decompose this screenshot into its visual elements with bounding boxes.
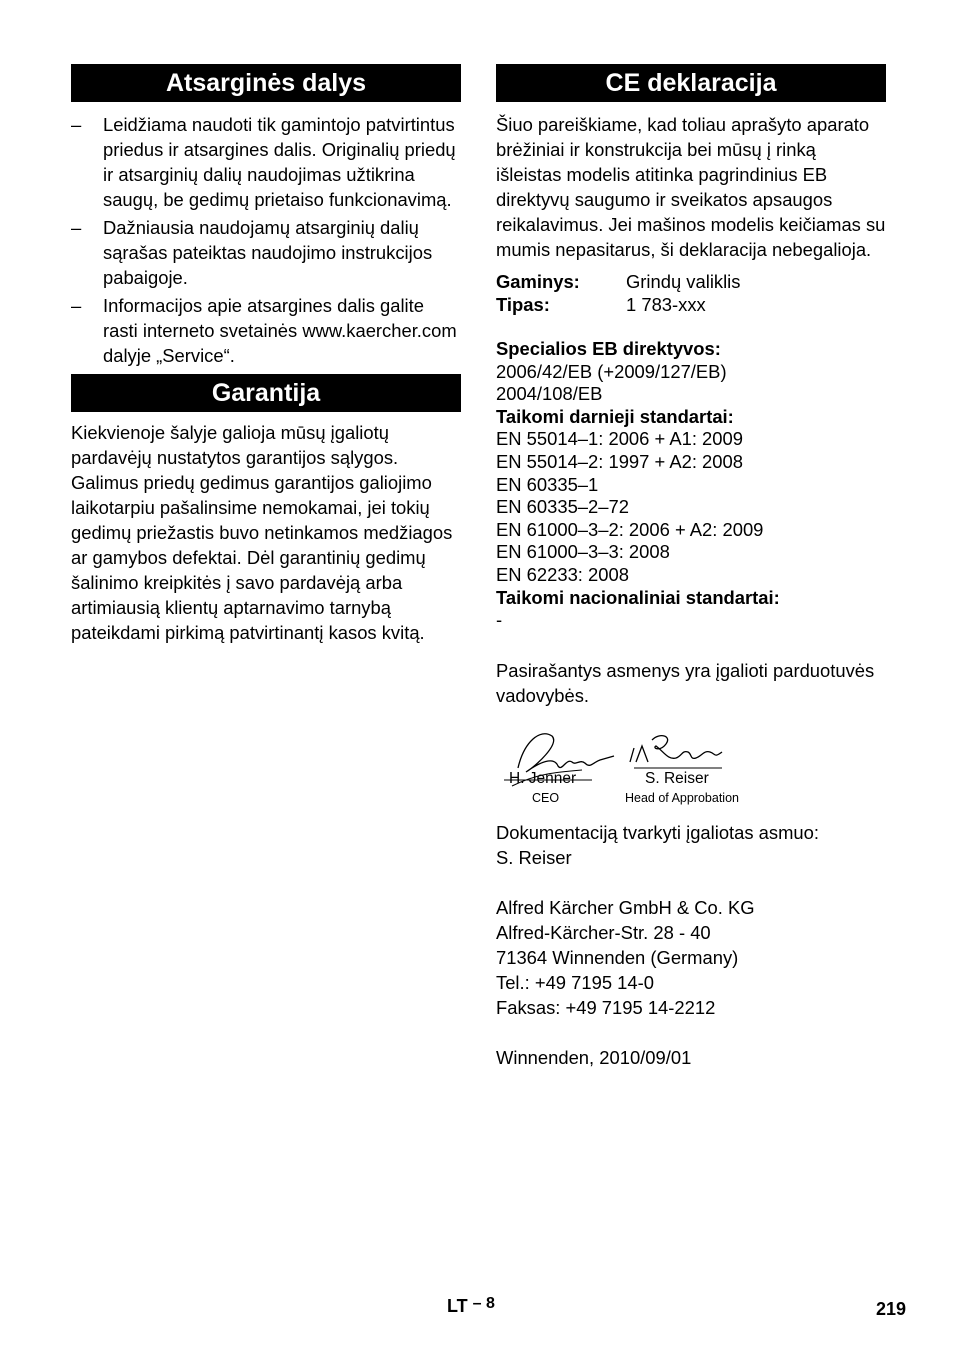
signatures	[496, 722, 886, 812]
product-info	[496, 270, 886, 316]
harmonized-label: Taikomi darnieji standartai:	[496, 405, 734, 427]
list-item: – Leidžiama naudoti tik gamintojo patvirtintus priedus ir atsargines dalis. Originalių priedų ir atsarginių dalių naudojimas užtikrina saugų, be gedimų prietaiso funkcionavimą.	[71, 114, 456, 210]
documentation-person: S. Reiser	[496, 846, 572, 868]
standards-block	[496, 338, 886, 632]
documentation-block	[496, 820, 886, 870]
place-date: Winnenden, 2010/09/01	[496, 1046, 692, 1068]
address-line: Alfred-Kärcher-Str. 28 - 40	[496, 921, 711, 943]
standard-line: EN 60335–2–72	[496, 496, 629, 518]
left-column	[71, 64, 461, 645]
documentation-text: Dokumentaciją tvarkyti įgaliotas asmuo:	[496, 821, 819, 843]
standard-line: EN 60335–1	[496, 473, 599, 495]
address-line: Tel.: +49 7195 14-0	[496, 971, 654, 993]
directives-label: Specialios EB direktyvos:	[496, 338, 721, 359]
directive-line: 2006/42/EB (+2009/127/EB)	[496, 360, 727, 382]
address-line: Alfred Kärcher GmbH & Co. KG	[496, 896, 755, 918]
standard-line: EN 55014–2: 1997 + A2: 2008	[496, 450, 743, 472]
standard-line: EN 61000–3–3: 2008	[496, 541, 670, 563]
spare-parts-heading: Atsarginės dalys	[71, 64, 461, 102]
dash-bullet: –	[71, 114, 82, 135]
product-row: Gaminys: Grindų valiklis	[496, 271, 741, 292]
signer2-role: Head of Approbation	[625, 790, 739, 805]
address-line: 71364 Winnenden (Germany)	[496, 946, 739, 968]
directive-line: 2004/108/EB	[496, 383, 603, 405]
address-block	[496, 895, 886, 1020]
list-item: – Dažniausia naudojamų atsarginių dalių sąrašas pateiktas naudojimo instrukcijos pabaigoje.	[71, 217, 433, 288]
signer2-name: S. Reiser	[645, 769, 709, 787]
signer1-role: CEO	[532, 790, 560, 805]
dash-bullet: –	[71, 295, 82, 316]
page-number: 219	[876, 1299, 907, 1319]
national-value: -	[496, 609, 503, 631]
standard-line: EN 62233: 2008	[496, 563, 629, 585]
list-item: – Informacijos apie atsargines dalis galite rasti interneto svetainės www.kaercher.com dalyje „Service“.	[71, 295, 457, 366]
ce-intro-text: Šiuo pareiškiame, kad toliau aprašyto aparato brėžiniai ir konstrukcija bei mūsų į rinką išleistas modelis atitinka pagrindinius EB direktyvų saugumo ir sveikatos apsaugos reikalavimus. Jei mašinos modelis keičiamas su mumis nepasitarus, ši deklaracija nebegalioja.	[496, 114, 886, 260]
signer1-name: H. Jenner	[509, 769, 577, 787]
spare-parts-list	[71, 112, 461, 368]
national-label: Taikomi nacionaliniai standartai:	[496, 586, 780, 608]
warranty-text: Kiekvienoje šalyje galioja mūsų įgaliotų pardavėjų nustatytos garantijos sąlygos. Galimus priedų gedimus garantijos galiojimo laikotarpiu pašalinsime nemokamai, jei tokių gedimų priežastis buvo netinkamos medžiagos ar gamybos defektai. Dėl garantinių gedimų šalinimo kreipkitės į savo pardavėją arba artimiausią klientų aptarnavimo tarnybą pateikdami pirkimą patvirtinantį kasos kvitą.	[71, 422, 453, 643]
signers-text: Pasirašantys asmenys yra įgalioti parduotuvės vadovybės.	[496, 659, 875, 706]
warranty-heading: Garantija	[71, 374, 461, 412]
right-column	[496, 64, 886, 1070]
dash-bullet: –	[71, 217, 82, 238]
standard-line: EN 55014–1: 2006 + A1: 2009	[496, 428, 743, 450]
type-row: Tipas: 1 783-xxx	[496, 294, 706, 315]
standard-line: EN 61000–3–2: 2006 + A2: 2009	[496, 518, 764, 540]
ce-declaration-heading: CE deklaracija	[496, 64, 886, 102]
footer-language-page: LT – 8	[447, 1295, 495, 1316]
address-line: Faksas: +49 7195 14-2212	[496, 996, 716, 1018]
